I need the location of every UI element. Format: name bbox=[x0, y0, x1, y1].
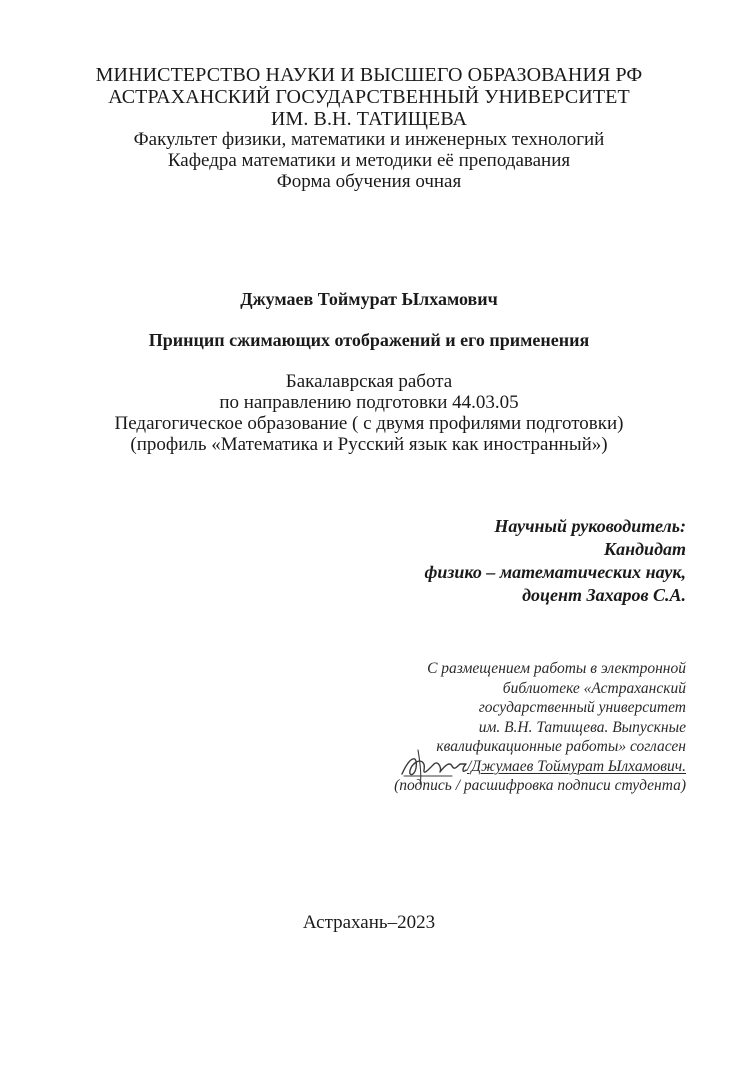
consent-signature-caption: (подпись / расшифровка подписи студента) bbox=[394, 777, 686, 794]
work-profile: (профиль «Математика и Русский язык как иностранный») bbox=[130, 434, 608, 455]
consent-line-2: библиотеке «Астраханский bbox=[502, 679, 686, 697]
work-type: Бакалаврская работа bbox=[285, 371, 453, 392]
handwritten-signature bbox=[396, 746, 486, 786]
consent-line-5: квалификационные работы» согласен bbox=[436, 738, 686, 755]
supervisor-block bbox=[424, 515, 686, 607]
supervisor-degree: Кандидат bbox=[603, 539, 686, 559]
supervisor-label: Научный руководитель: bbox=[494, 516, 686, 536]
author-name: Джумаев Тоймурат Ылхамович bbox=[240, 289, 498, 309]
consent-line-4: им. В.Н. Татищева. Выпускные bbox=[478, 718, 686, 736]
supervisor-name: доцент Захаров С.А. bbox=[522, 585, 686, 605]
consent-line-3: государственный университет bbox=[478, 699, 686, 716]
consent-signature-line: /Джумаев Тоймурат Ылхамович. bbox=[467, 757, 686, 775]
faculty-line: Факультет физики, математики и инженерных технологий bbox=[133, 129, 605, 150]
supervisor-field: физико – математических наук, bbox=[424, 562, 686, 582]
study-form-line: Форма обучения очная bbox=[276, 171, 462, 192]
consent-line-1: С размещением работы в электронной bbox=[427, 660, 686, 677]
named-after-line: ИМ. В.Н. ТАТИЩЕВА bbox=[270, 108, 468, 130]
department-line: Кафедра математики и методики её преподавания bbox=[167, 150, 571, 171]
place-year: Астрахань–2023 bbox=[302, 912, 436, 933]
work-program: Педагогическое образование ( с двумя профилями подготовки) bbox=[114, 413, 624, 434]
thesis-title: Принцип сжимающих отображений и его применения bbox=[148, 330, 590, 350]
university-line: АСТРАХАНСКИЙ ГОСУДАРСТВЕННЫЙ УНИВЕРСИТЕТ bbox=[108, 86, 630, 108]
work-direction: по направлению подготовки 44.03.05 bbox=[219, 392, 519, 413]
ministry-line: МИНИСТЕРСТВО НАУКИ И ВЫСШЕГО ОБРАЗОВАНИЯ РФ bbox=[95, 64, 643, 86]
